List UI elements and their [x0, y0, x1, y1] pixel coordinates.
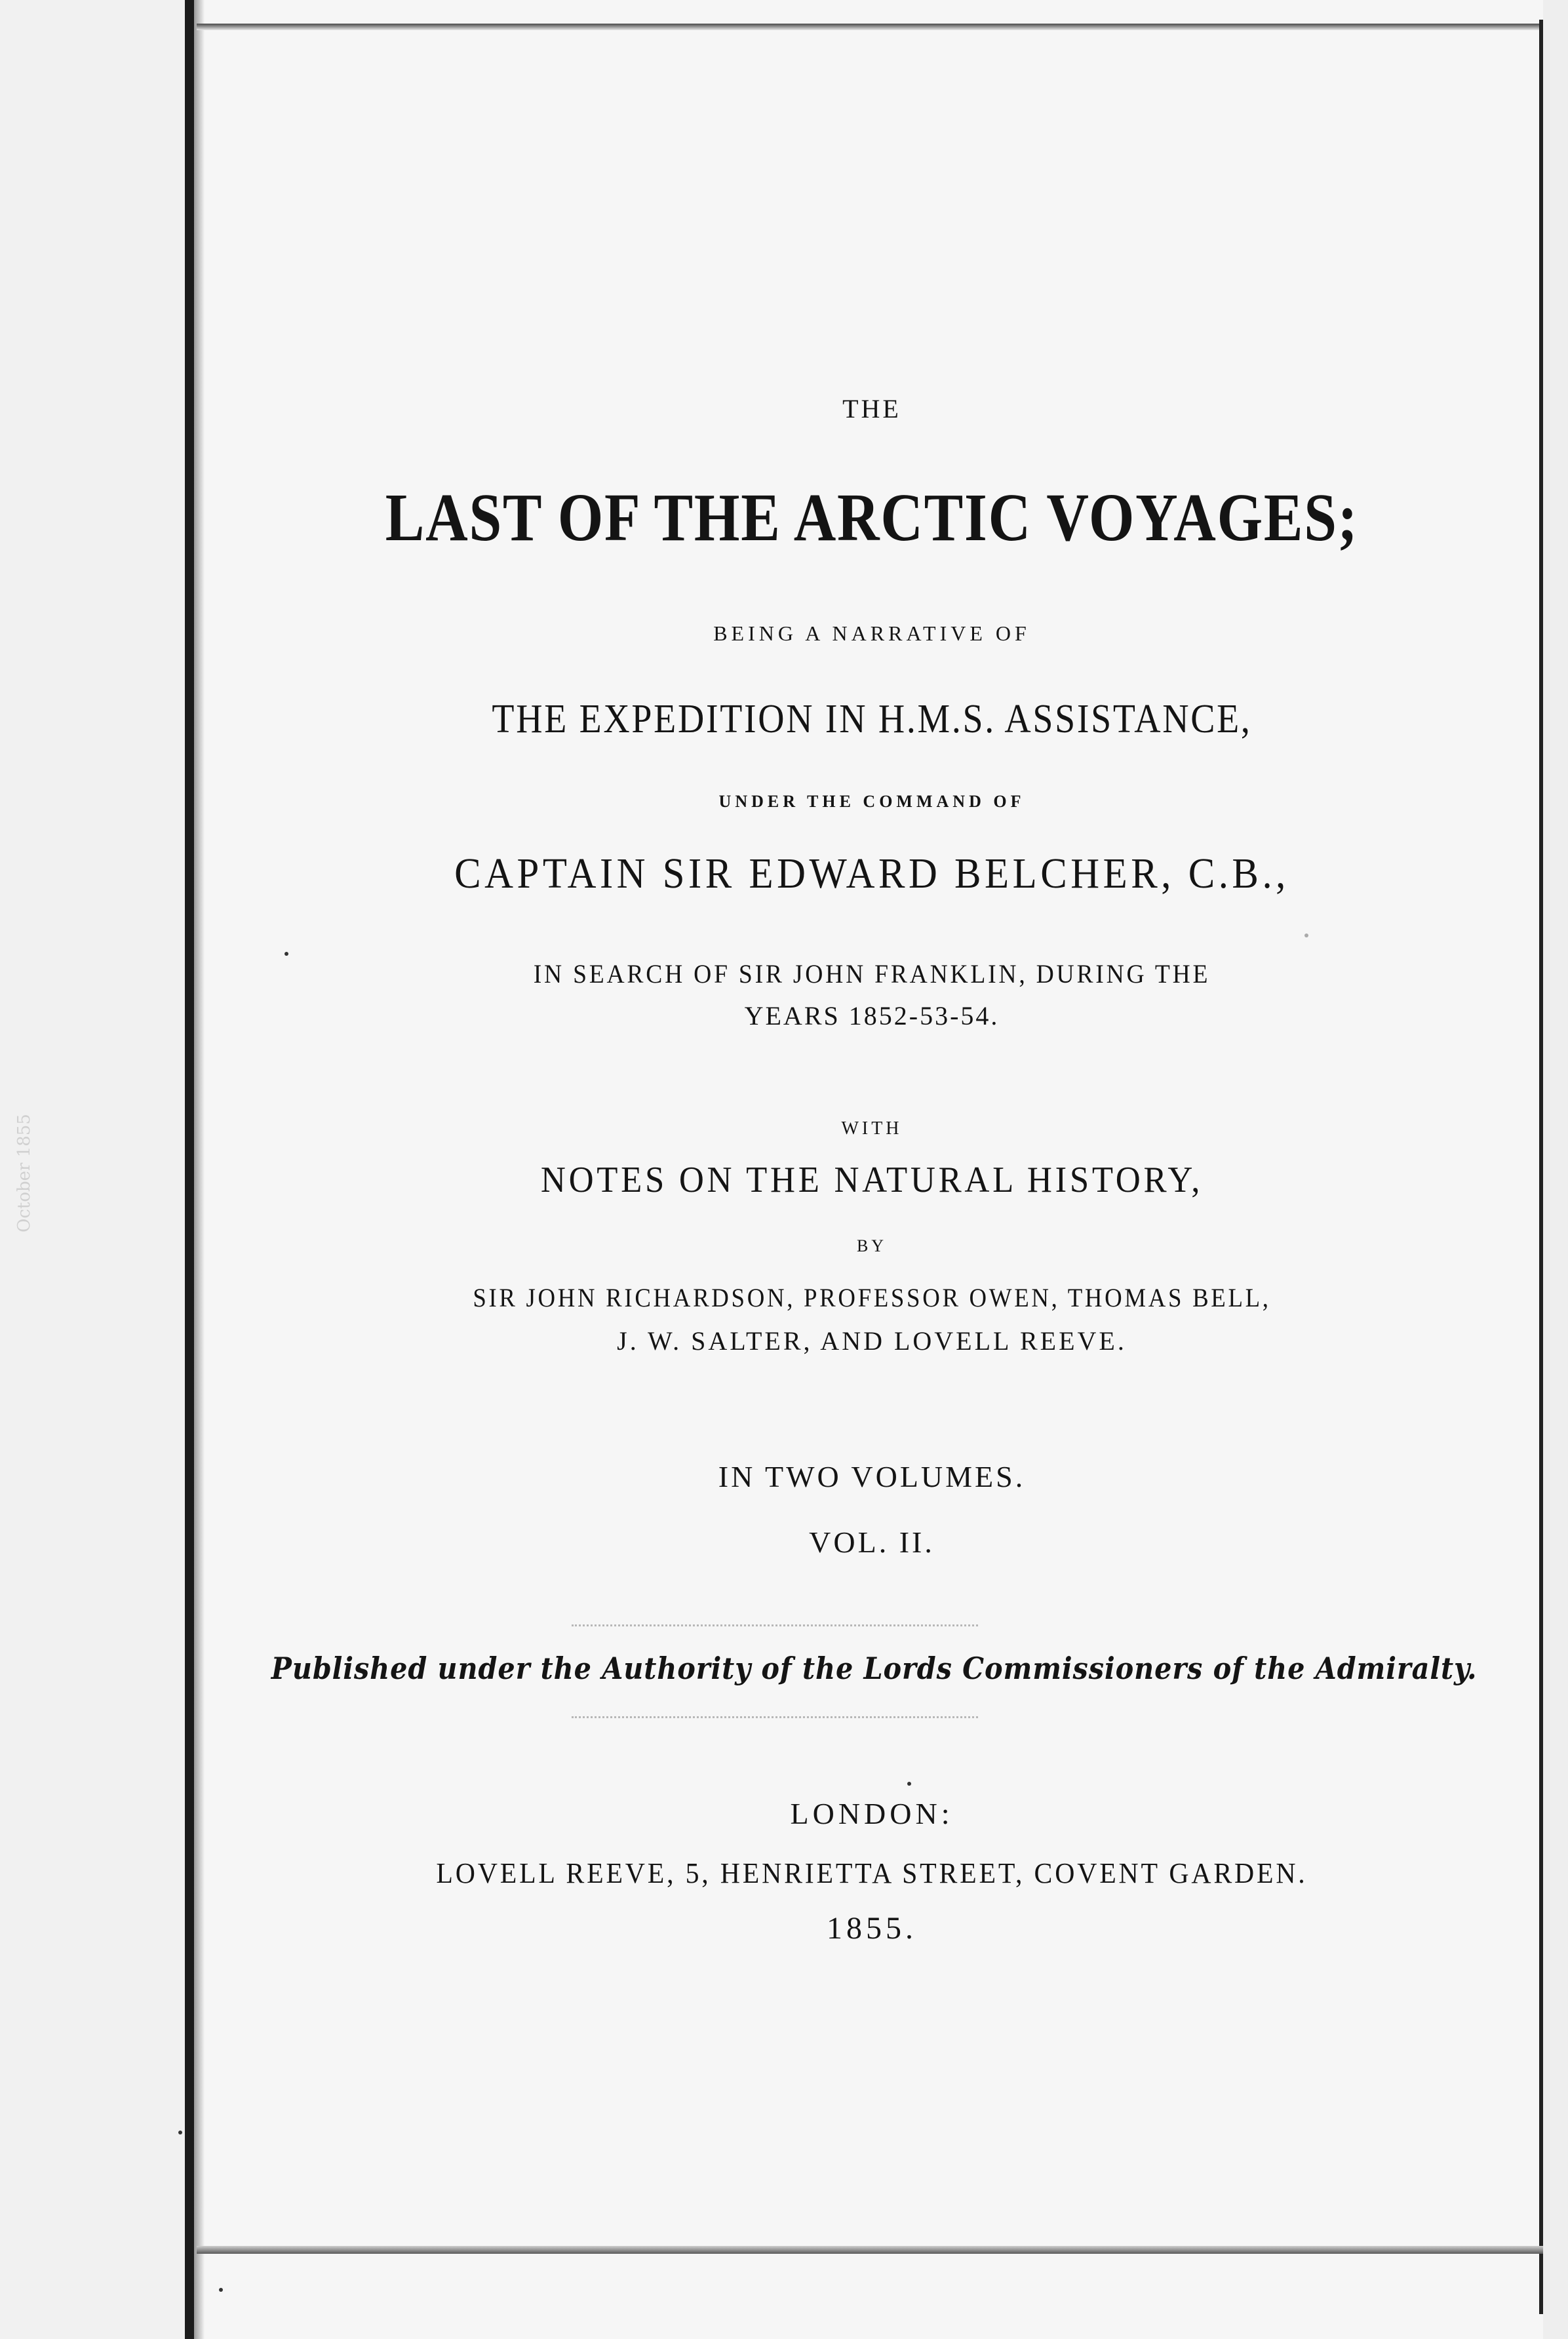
expedition-line: THE EXPEDITION IN H.M.S. ASSISTANCE,	[492, 697, 1252, 741]
subtitle-intro: BEING A NARRATIVE OF	[713, 621, 1030, 645]
dotted-rule-top	[572, 1624, 978, 1626]
by-label: BY	[856, 1236, 888, 1255]
gutter-shadow	[194, 0, 205, 2339]
volume-number: VOL. II.	[809, 1525, 935, 1559]
notes-line: NOTES ON THE NATURAL HISTORY,	[540, 1160, 1204, 1200]
dust-speck	[219, 2288, 223, 2292]
command-intro: UNDER THE COMMAND OF	[718, 792, 1025, 811]
book-title: LAST OF THE ARCTIC VOYAGES;	[385, 480, 1359, 555]
authority-statement: Published under the Authority of the Lords Commissioners of the Admiralty.	[271, 1651, 1478, 1686]
dotted-rule-bottom	[572, 1716, 978, 1718]
imprint-year: 1855.	[827, 1911, 917, 1946]
authors-line-1: SIR JOHN RICHARDSON, PROFESSOR OWEN, THOMAS BELL,	[473, 1283, 1271, 1312]
commander-name: CAPTAIN SIR EDWARD BELCHER, C.B.,	[454, 850, 1289, 897]
imprint-publisher: LOVELL REEVE, 5, HENRIETTA STREET, COVENT GARDEN.	[436, 1857, 1308, 1889]
volume-count: IN TWO VOLUMES.	[718, 1460, 1026, 1493]
book-gutter	[185, 0, 194, 2339]
authors-line-2: J. W. SALTER, AND LOVELL REEVE.	[617, 1326, 1127, 1356]
margin-pencil-note: October 1855	[14, 1114, 34, 1232]
scan-right-margin	[1543, 0, 1568, 2339]
page-bottom-edge	[197, 2246, 1543, 2254]
dust-speck	[178, 2131, 182, 2134]
page-top-edge	[197, 24, 1543, 30]
search-line-1: IN SEARCH OF SIR JOHN FRANKLIN, DURING THE	[533, 959, 1211, 989]
search-line-2: YEARS 1852-53-54.	[744, 1001, 1000, 1031]
title-page	[205, 30, 1539, 2246]
with-label: WITH	[841, 1118, 903, 1139]
title-article: THE	[842, 394, 901, 423]
imprint-city: LONDON:	[790, 1797, 954, 1830]
